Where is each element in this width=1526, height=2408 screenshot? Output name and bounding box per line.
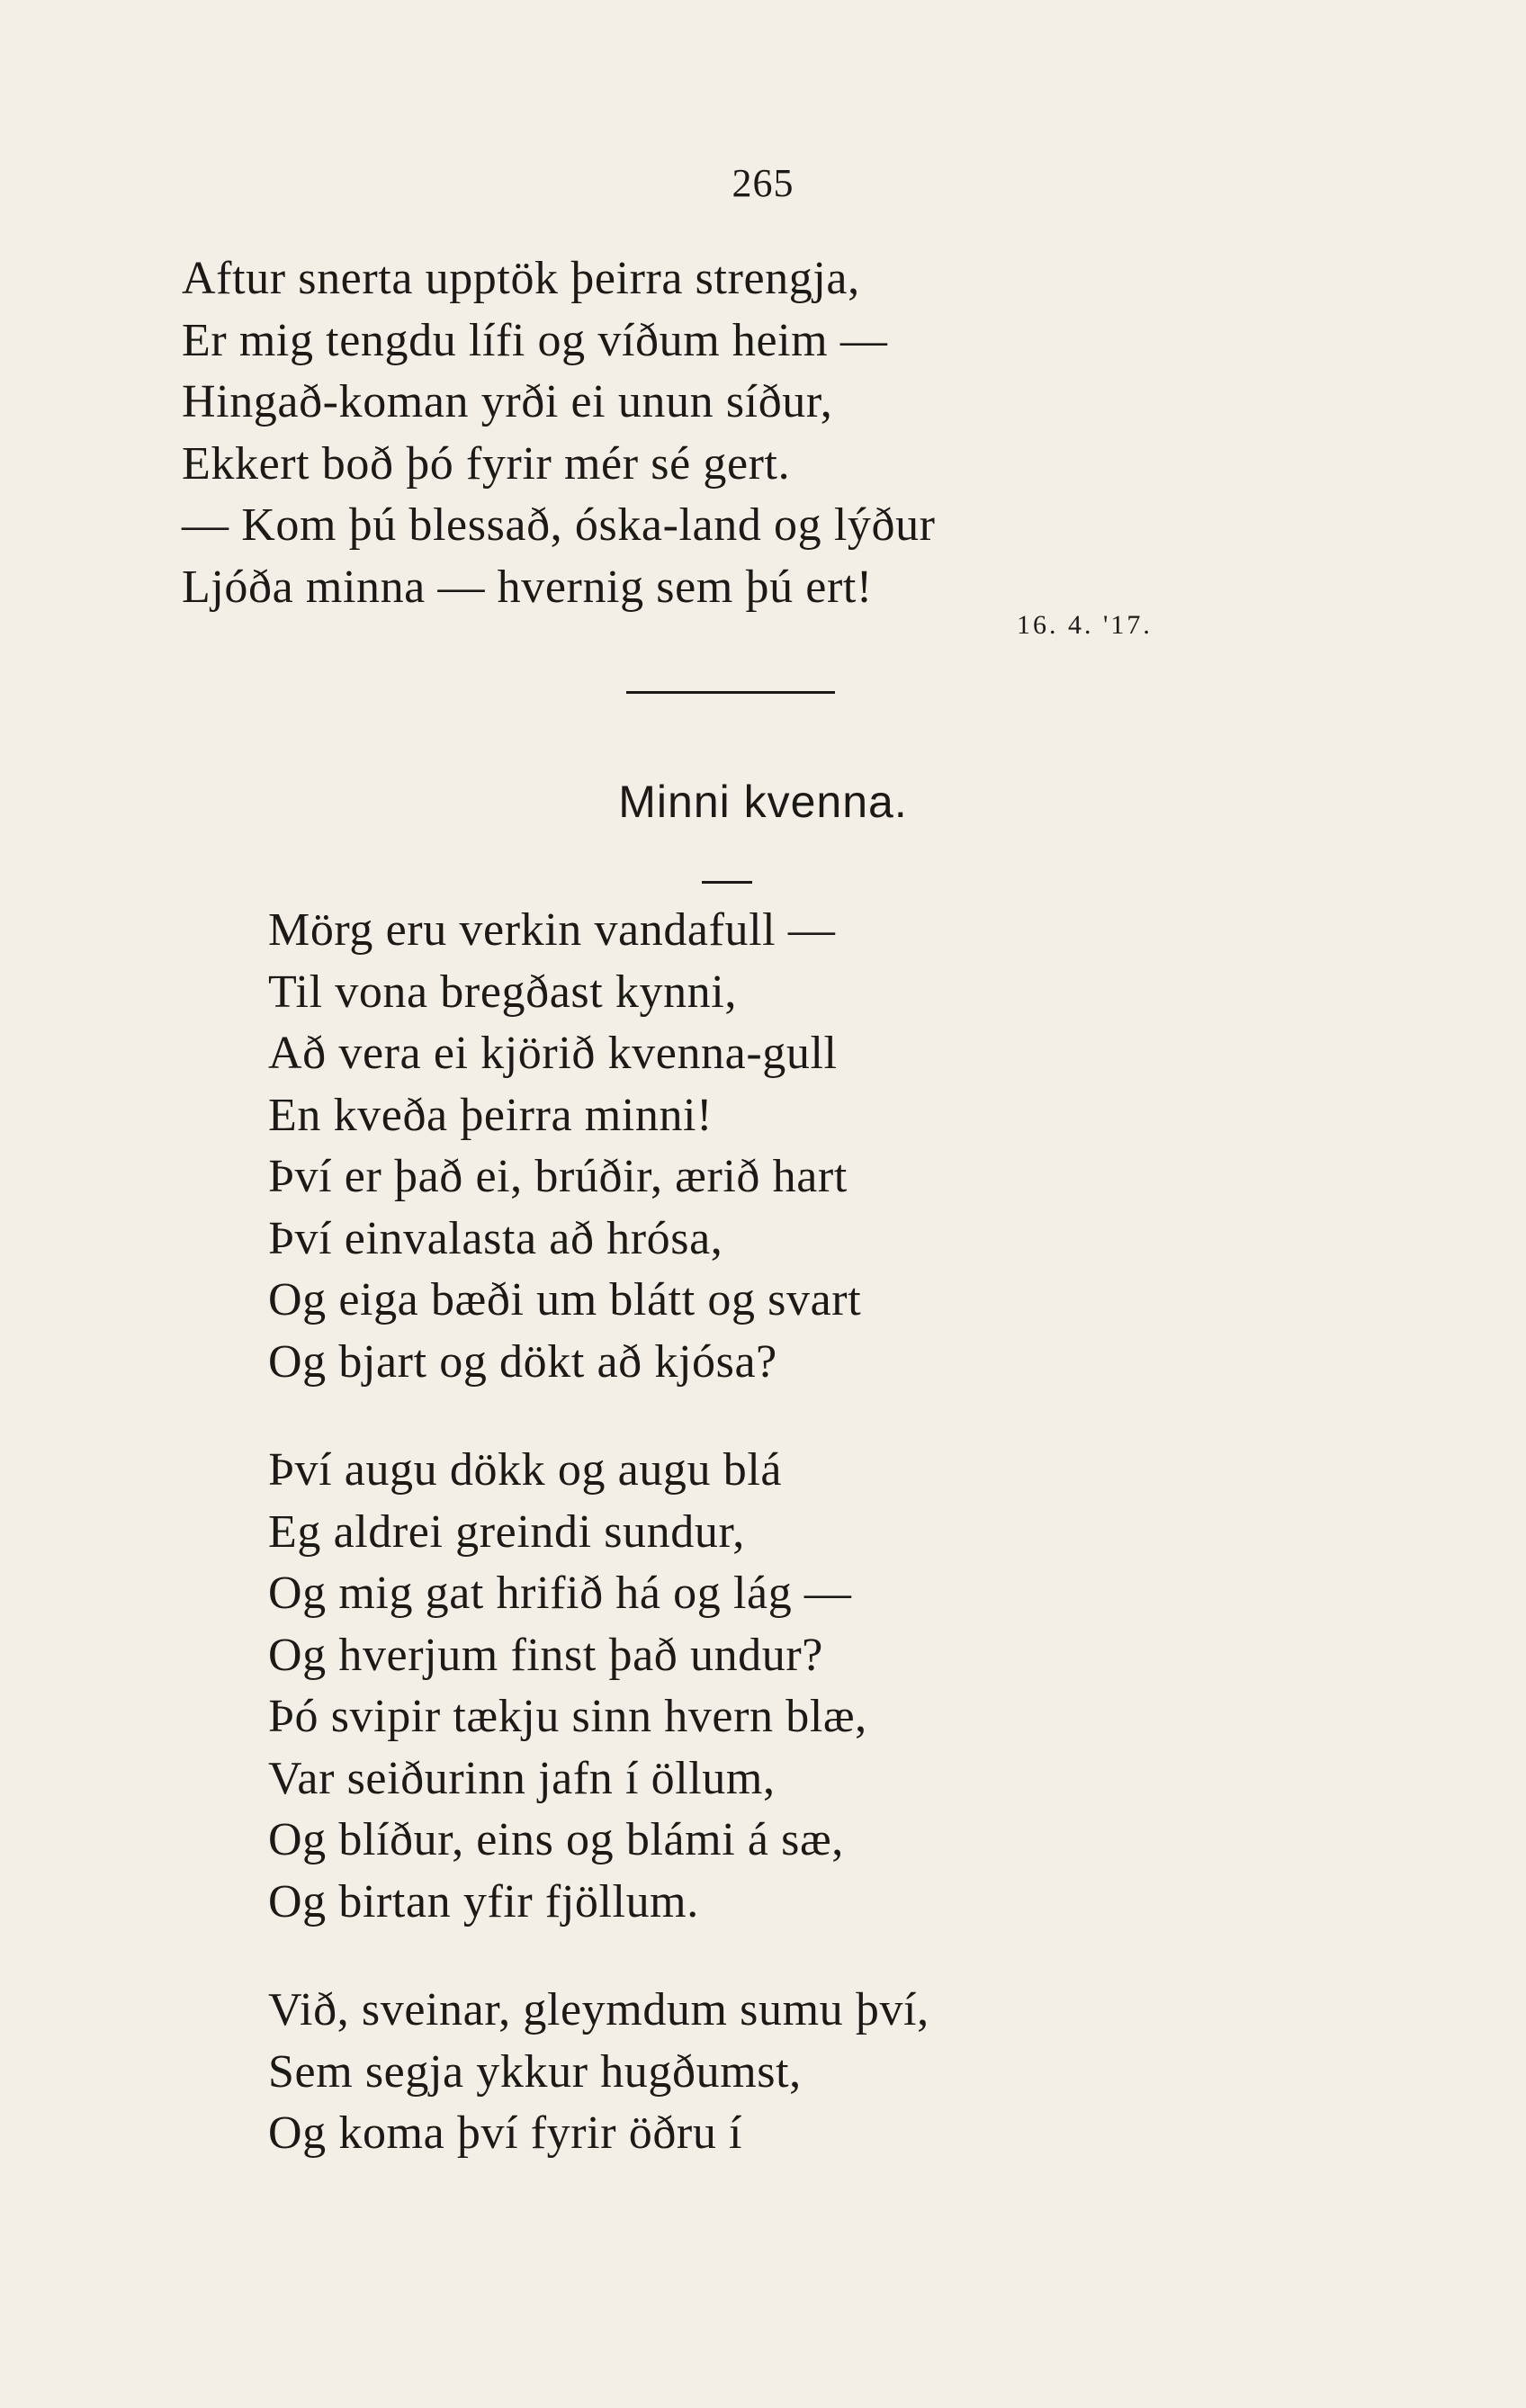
verse-line: En kveða þeirra minni!	[268, 1089, 714, 1141]
verse-line: Hingað-koman yrði ei unun síður,	[182, 376, 833, 427]
verse-line: Er mig tengdu lífi og víðum heim —	[182, 314, 888, 366]
title-divider	[702, 881, 752, 884]
verse-line: — Kom þú blessað, óska-land og lýður	[182, 499, 936, 551]
section-divider	[626, 691, 835, 694]
verse-line: Og blíður, eins og blámi á sæ,	[268, 1814, 844, 1865]
verse-line: Og mig gat hrifið há og lág —	[268, 1568, 852, 1619]
verse-line: Og koma því fyrir öðru í	[268, 2107, 743, 2159]
verse-line: Því er það ei, brúðir, ærið hart	[268, 1151, 848, 1202]
verse-line: Og hverjum finst það undur?	[268, 1629, 823, 1681]
verse-line: Þó svipir tækju sinn hvern blæ,	[268, 1691, 867, 1742]
verse-line: Því augu dökk og augu blá	[268, 1444, 783, 1496]
verse-line: Því einvalasta að hrósa,	[268, 1212, 723, 1264]
page-number: 265	[732, 161, 794, 205]
stanza-2	[268, 1440, 867, 1933]
stanza-3	[268, 1980, 929, 2165]
verse-line: Og eiga bæði um blátt og svart	[268, 1274, 862, 1325]
verse-line: Var seiðurinn jafn í öllum,	[268, 1752, 776, 1804]
verse-line: Aftur snerta upptök þeirra strengja,	[182, 253, 860, 304]
verse-line: Og birtan yfir fjöllum.	[268, 1875, 699, 1927]
verse-line: Mörg eru verkin vandafull —	[268, 904, 836, 956]
verse-line: Við, sveinar, gleymdum sumu því,	[268, 1984, 929, 2035]
poem-date: 16. 4. '17.	[1017, 610, 1153, 640]
stanza-1	[268, 900, 861, 1393]
verse-line: Ekkert boð þó fyrir mér sé gert.	[182, 437, 791, 490]
poem-title: Minni kvenna.	[618, 777, 908, 827]
verse-line: Að vera ei kjörið kvenna-gull	[268, 1028, 838, 1079]
verse-line: Og bjart og dökt að kjósa?	[268, 1335, 777, 1388]
verse-line: Sem segja ykkur hugðumst,	[268, 2045, 802, 2098]
verse-line: Eg aldrei greindi sundur,	[268, 1505, 745, 1558]
verse-line: Ljóða minna — hvernig sem þú ert!	[182, 561, 873, 613]
verse-line: Til vona bregðast kynni,	[268, 966, 737, 1018]
previous-poem-closing-stanza	[182, 248, 936, 618]
